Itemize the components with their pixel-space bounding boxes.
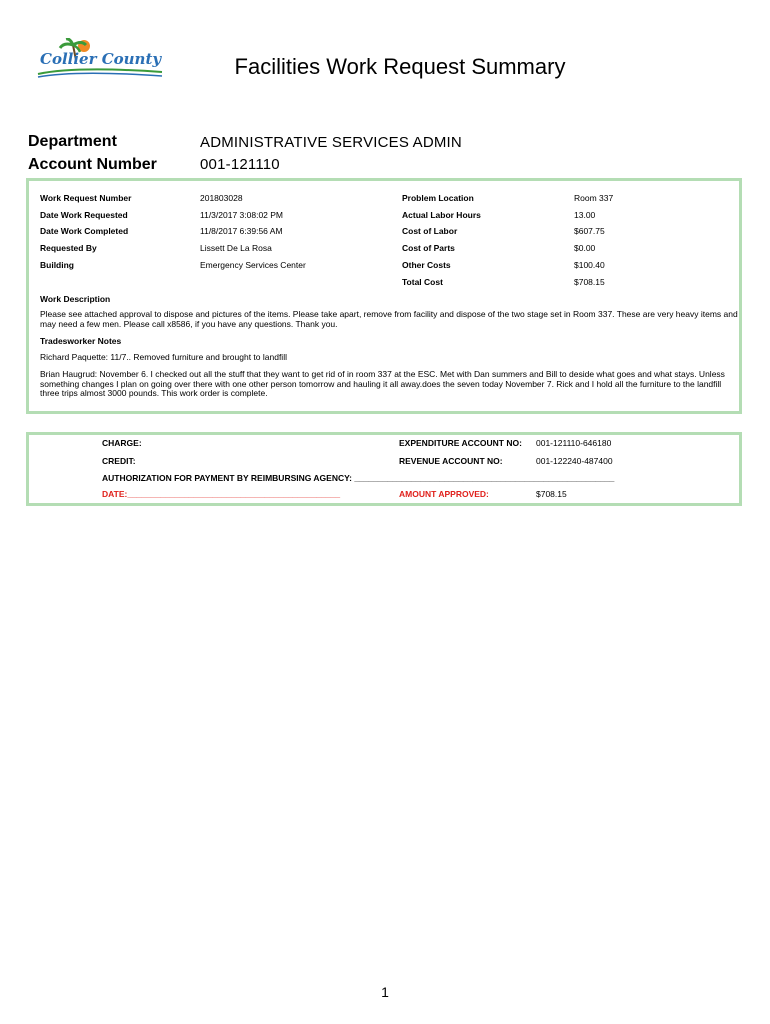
department-value: ADMINISTRATIVE SERVICES ADMIN xyxy=(200,134,462,151)
date-requested-label: Date Work Requested xyxy=(40,210,128,220)
problem-location-label: Problem Location xyxy=(402,193,474,203)
tradesworker-note-1: Richard Paquette: 11/7.. Removed furniture and brought to landfill xyxy=(40,352,287,362)
date-requested-value: 11/3/2017 3:08:02 PM xyxy=(200,210,284,220)
requested-by-label: Requested By xyxy=(40,243,97,253)
total-cost-label: Total Cost xyxy=(402,277,443,287)
cost-of-parts-value: $0.00 xyxy=(574,243,596,253)
charge-label: CHARGE: xyxy=(102,438,142,448)
account-number-value: 001-121110 xyxy=(200,156,280,173)
logo-text: Collier County xyxy=(40,50,162,68)
amount-approved-label: AMOUNT APPROVED: xyxy=(399,489,489,499)
authorization-line: AUTHORIZATION FOR PAYMENT BY REIMBURSING AGENCY: _______________________________________________________ xyxy=(102,473,615,483)
date-line: DATE:_____________________________________________ xyxy=(102,489,341,499)
cost-of-labor-value: $607.75 xyxy=(574,226,605,236)
revenue-account-value: 001-122240-487400 xyxy=(536,456,613,466)
labor-hours-value: 13.00 xyxy=(574,210,596,220)
page-title xyxy=(0,54,770,80)
problem-location-value: Room 337 xyxy=(574,193,614,203)
account-number-label: Account Number xyxy=(28,156,157,173)
page-number: 1 xyxy=(381,984,389,1000)
other-costs-label: Other Costs xyxy=(402,260,451,270)
page-title-text: Facilities Work Request Summary xyxy=(234,54,566,79)
date-completed-label: Date Work Completed xyxy=(40,226,129,236)
cost-of-labor-label: Cost of Labor xyxy=(402,226,458,236)
expenditure-account-value: 001-121110-646180 xyxy=(536,438,612,448)
building-value: Emergency Services Center xyxy=(200,260,306,270)
work-request-number-value: 201803028 xyxy=(200,193,243,203)
labor-hours-label: Actual Labor Hours xyxy=(402,210,481,220)
tradesworker-note-2: Brian Haugrud: November 6. I checked out all the stuff that they want to get rid of in room 337 at the ESC. Met with Dan summers and Bill to deside what goes and what stays. Unless something changes I plan on going over there with one other person tomorrow and hauling it all away.does the seven today November 7. Rick and I hold all the furniture to the landfill three trips almost 3000 pounds. This work order is complete. xyxy=(40,369,725,398)
expenditure-account-label: EXPENDITURE ACCOUNT NO: xyxy=(399,438,522,448)
amount-approved-value: $708.15 xyxy=(536,489,567,499)
credit-label: CREDIT: xyxy=(102,456,136,466)
revenue-account-label: REVENUE ACCOUNT NO: xyxy=(399,456,503,466)
other-costs-value: $100.40 xyxy=(574,260,605,270)
date-completed-value: 11/8/2017 6:39:56 AM xyxy=(200,226,283,236)
work-description-text: Please see attached approval to dispose and pictures of the items. Please take apart, remove from facility and dispose of the two stage set in Room 337. These are very heavy items and may need a few men. Please call x8586, if you have any questions. Thank you. xyxy=(40,309,738,329)
cost-of-parts-label: Cost of Parts xyxy=(402,243,455,253)
requested-by-value: Lissett De La Rosa xyxy=(200,243,272,253)
building-label: Building xyxy=(40,260,74,270)
department-label: Department xyxy=(28,133,117,150)
work-request-number-label: Work Request Number xyxy=(40,193,132,203)
total-cost-value: $708.15 xyxy=(574,277,605,287)
tradesworker-notes-label: Tradesworker Notes xyxy=(40,336,122,346)
work-description-label: Work Description xyxy=(40,294,111,304)
